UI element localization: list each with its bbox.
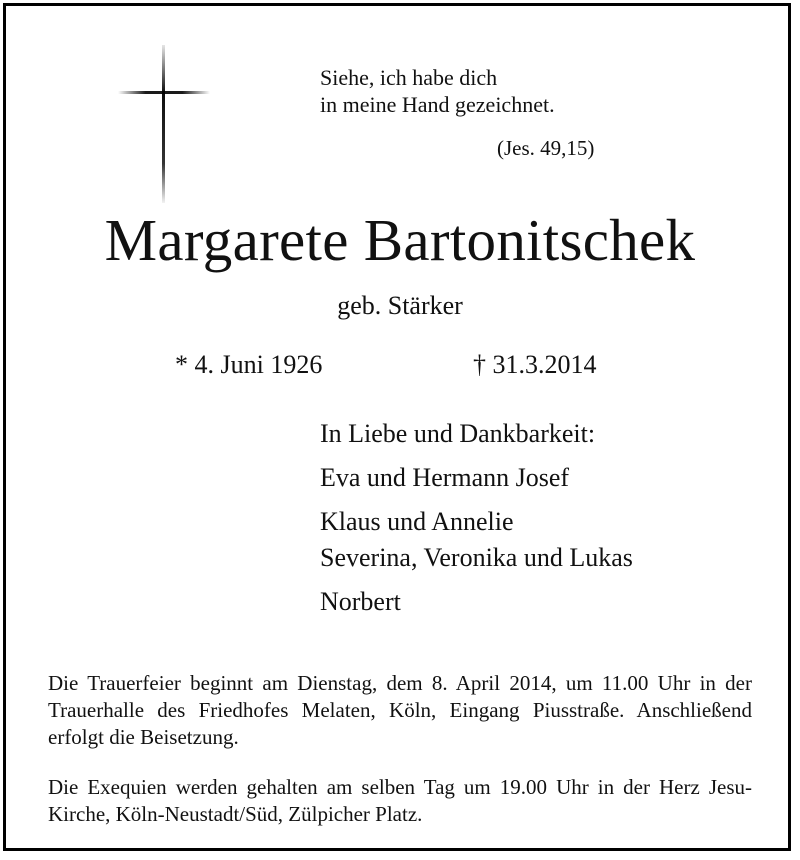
mourner-line: Severina, Veronika und Lukas bbox=[320, 543, 633, 572]
mourner-line: Eva und Hermann Josef bbox=[320, 463, 570, 492]
mourners-block bbox=[320, 418, 633, 622]
death-date: † 31.3.2014 bbox=[473, 350, 597, 379]
birth-date: * 4. Juni 1926 bbox=[175, 350, 323, 379]
mourner-line: Klaus und Annelie bbox=[320, 507, 514, 536]
funeral-notice: Die Trauerfeier beginnt am Dienstag, dem 8. April 2014, um 11.00 Uhr in der Trauerhalle des Friedhofes Melaten, Köln, Eingang Piusstraße. Anschließend erfolgt die Beisetzung. bbox=[48, 671, 752, 749]
mourners-heading: In Liebe und Dankbarkeit: bbox=[320, 419, 596, 448]
mourner-line: Norbert bbox=[320, 587, 401, 616]
verse-line-2: in meine Hand gezeichnet. bbox=[320, 92, 555, 117]
cross-icon bbox=[118, 45, 210, 203]
deceased-name: Margarete Bartonitschek bbox=[104, 207, 696, 273]
birth-name: geb. Stärker bbox=[337, 291, 463, 320]
bible-verse bbox=[320, 64, 555, 118]
verse-reference: (Jes. 49,15) bbox=[497, 136, 595, 160]
verse-line-1: Siehe, ich habe dich bbox=[320, 65, 498, 90]
mass-notice: Die Exequien werden gehalten am selben Tag um 19.00 Uhr in der Herz Jesu- Kirche, Köln-Neustadt/Süd, Zülpicher Platz. bbox=[48, 775, 752, 826]
